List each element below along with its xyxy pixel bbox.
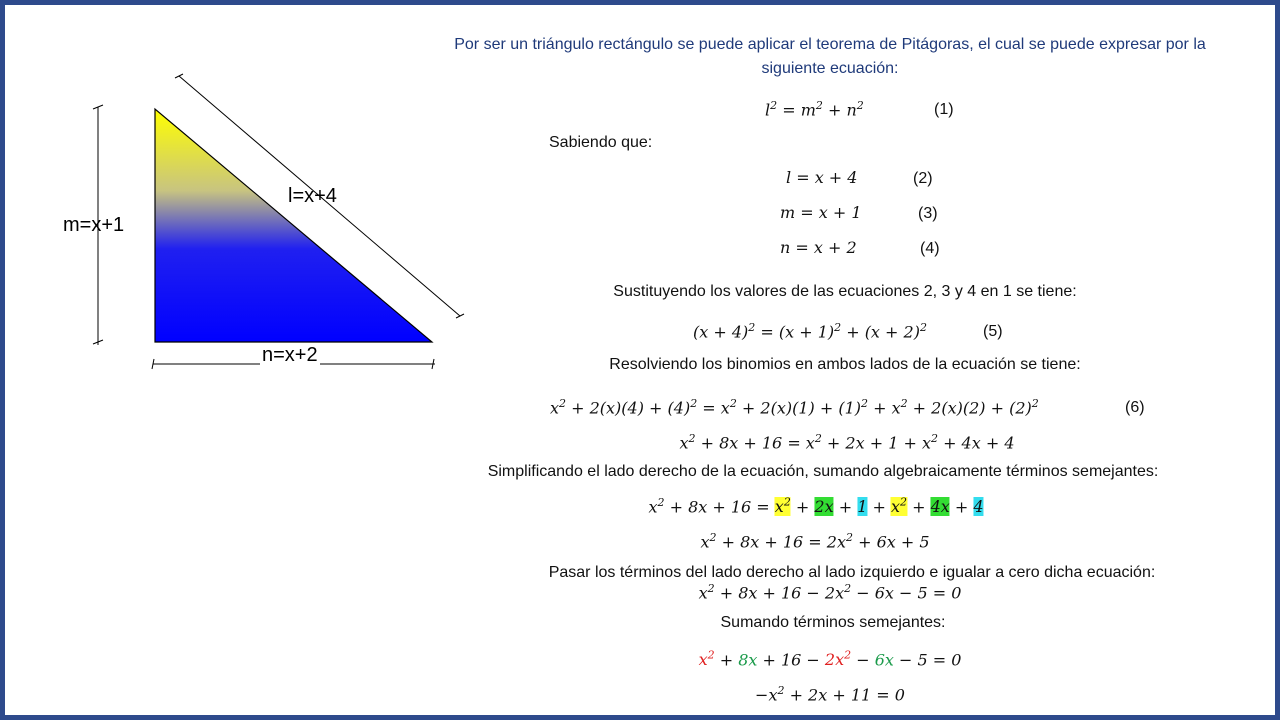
equation-1: $l^2 = m^2 + n^2$ xyxy=(765,99,864,120)
equation-1-number: (1) xyxy=(934,101,954,118)
equation-4: n = x + 2 xyxy=(780,238,857,257)
label-l: l=x+4 xyxy=(288,185,337,207)
sabiendo-label: Sabiendo que: xyxy=(549,134,653,151)
highlight-x2-a: $x^2$ xyxy=(774,496,791,517)
equation-3: m = x + 1 xyxy=(780,203,862,222)
equation-zero: $x^2 + 8x + 16 - 2x^2 - 6x - 5 = 0$ xyxy=(698,582,962,603)
right-triangle-figure xyxy=(5,5,485,405)
highlight-4: 4 xyxy=(973,497,984,517)
equation-final: $-x^2 + 2x + 11 = 0$ xyxy=(755,684,905,705)
equation-6-number: (6) xyxy=(1125,399,1145,416)
highlight-1: 1 xyxy=(857,497,868,517)
equation-2: l = x + 4 xyxy=(786,168,858,187)
highlight-2x: 2x xyxy=(814,497,834,517)
equation-simplified: $x^2 + 8x + 16 = 2x^2 + 6x + 5$ xyxy=(700,531,930,552)
label-m: m=x+1 xyxy=(63,214,125,236)
sumando-text: Sumando términos semejantes: xyxy=(720,614,946,631)
highlight-x2-b: $x^2$ xyxy=(890,496,907,517)
equation-expanded: $x^2 + 8x + 16 = x^2 + 2x + 1 + x^2 + 4x + 4$ xyxy=(679,432,1015,453)
equation-6: $x^2 + 2(x)(4) + (4)^2 = x^2 + 2(x)(1) + (1)^2 + x^2 + 2(x)(2) + (2)^2$ xyxy=(550,397,1039,418)
equation-2-number: (2) xyxy=(913,170,933,187)
pasar-text: Pasar los términos del lado derecho al lado izquierdo e igualar a cero dicha ecuación: xyxy=(548,564,1156,581)
sustituyendo-text: Sustituyendo los valores de las ecuaciones 2, 3 y 4 en 1 se tiene: xyxy=(613,283,1077,300)
equation-highlighted: $x^2 + 8x + 16 = x^2 + 2x + 1 + x^2 + 4x + 4$ xyxy=(648,496,984,517)
equation-colored: $x^2 + 8x + 16 - 2x^2 - 6x - 5 = 0$ xyxy=(698,649,962,670)
equation-5-number: (5) xyxy=(983,323,1003,340)
highlight-4x: 4x xyxy=(930,497,950,517)
equation-4-number: (4) xyxy=(920,240,940,257)
intro-text: Por ser un triángulo rectángulo se puede aplicar el teorema de Pitágoras, el cual se puede expresar por la siguiente ecuación: xyxy=(454,36,1206,77)
resolviendo-text: Resolviendo los binomios en ambos lados de la ecuación se tiene: xyxy=(609,356,1081,373)
equation-3-number: (3) xyxy=(918,205,938,222)
label-n: n=x+2 xyxy=(262,344,318,366)
slide xyxy=(5,5,1275,715)
simplificando-text: Simplificando el lado derecho de la ecuación, sumando algebraicamente términos semejantes: xyxy=(487,463,1159,480)
triangle-shape xyxy=(155,109,432,342)
equation-5: $(x + 4)^2 = (x + 1)^2 + (x + 2)^2$ xyxy=(693,321,927,342)
